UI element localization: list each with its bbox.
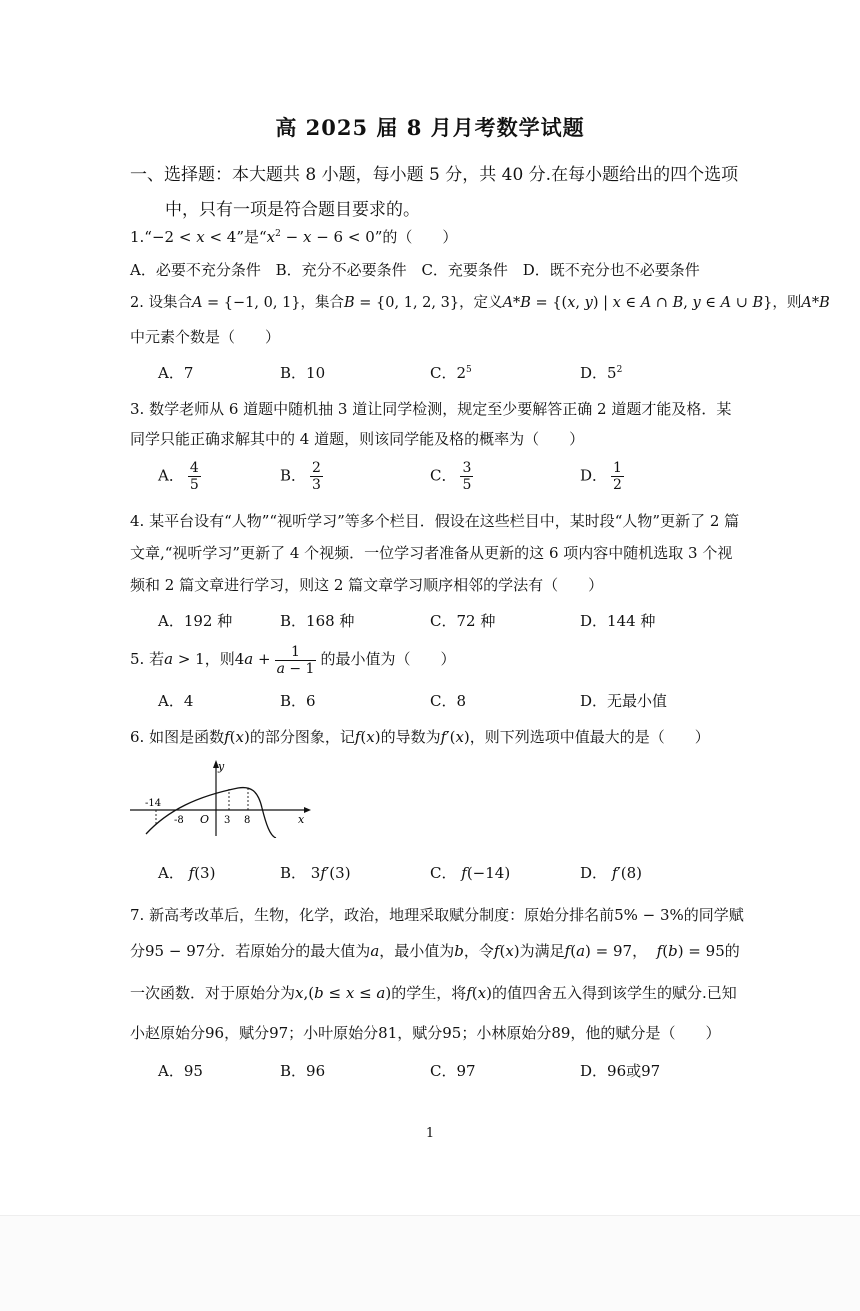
q2-number: 2.: [130, 295, 149, 311]
q3-option-a: A． $\frac{4}{5}$: [158, 460, 199, 493]
q1-option-c: C．充要条件: [421, 261, 508, 279]
tick-8: 8: [244, 815, 251, 826]
y-label: y: [218, 760, 225, 773]
q7-options: [150, 1060, 730, 1090]
q4-options: [150, 610, 730, 640]
question-5: [130, 640, 740, 678]
q4-line-1: 4. 某平台设有“人物”“视听学习”等多个栏目．假设在这些栏目中，某时段“人物”更新了 2 篇: [130, 512, 740, 530]
q3-line-2: 同学只能正确求解其中的 4 道题，则该同学能及格的概率为（ ）: [130, 430, 585, 448]
function-curve: [146, 788, 276, 838]
q7-line-1: 7. 新高考改革后，生物，化学，政治，地理采取赋分制度：原始分排名前5% − 3%的同学赋: [130, 906, 744, 924]
q1-middle: ”是“: [236, 228, 267, 246]
q7-option-b: B．96: [280, 1062, 326, 1080]
q6-option-a: A． f(3): [158, 864, 216, 882]
q5-middle: ，则: [204, 650, 235, 668]
q3-options: [150, 460, 730, 493]
q1-option-b: B．充分不必要条件: [275, 261, 407, 279]
q6-option-d: D． f′(8): [580, 864, 643, 882]
q2-text-2: ，集合: [300, 295, 345, 311]
section-line-2: 中，只有一项是符合题目要求的。: [165, 200, 420, 220]
q2-set-a: A = {−1, 0, 1}: [191, 295, 301, 311]
q2-text-3: ，定义: [459, 295, 503, 311]
function-graph: [128, 756, 318, 838]
tick-minus-14: -14: [145, 798, 162, 809]
q6-middle-2: 的导数为: [380, 728, 441, 746]
q3-option-c: C． $\frac{3}{5}$: [430, 460, 472, 493]
q3-option-d: D． $\frac{1}{2}$: [580, 460, 622, 493]
q1-suffix: ”的（ ）: [374, 228, 458, 246]
q2-text-1: 设集合: [148, 295, 192, 311]
q7-line-3: 一次函数．对于原始分为x,(b ≤ x ≤ a)的学生，将f(x)的值四舍五入得到该学生的赋分.已知: [130, 984, 737, 1002]
q2-expr: A*B: [801, 295, 830, 311]
q5-prefix: 5. 若: [130, 650, 165, 668]
q4-option-d: D．144 种: [580, 612, 656, 630]
q5-option-b: B．6: [280, 692, 316, 710]
q3-option-b: B． $\frac{2}{3}$: [280, 460, 321, 493]
question-6: 6. 如图是函数f(x)的部分图象，记f(x)的导数为f′(x)，则下列选项中值最大的是（ ）: [130, 728, 710, 746]
q1-option-d: D．既不充分也不必要条件: [522, 261, 700, 279]
q5-suffix: 的最小值为（ ）: [320, 650, 456, 668]
q4-option-c: C．72 种: [430, 612, 496, 630]
q6-option-c: C． f(−14): [430, 864, 511, 882]
q2-options: [150, 362, 730, 392]
q6-options: [150, 862, 730, 892]
page-title: 高 2025 届 8 月月考数学试题: [275, 115, 585, 140]
q2-option-d: D．$5^2$: [580, 364, 623, 382]
q1-prefix: 1.“: [130, 228, 152, 246]
q4-line-3: 频和 2 篇文章进行学习，则这 2 篇文章学习顺序相邻的学法有（ ）: [130, 576, 604, 594]
q5-options: [150, 690, 730, 720]
q7-line-4: 小赵原始分96，赋分97；小叶原始分81，赋分95；小林原始分89，他的赋分是（ ）: [130, 1024, 721, 1042]
q6-option-b: B． 3f′(3): [280, 864, 351, 882]
q4-line-2: 文章,“视听学习”更新了 4 个视频．一位学习者准备从更新的这 6 项内容中随机选取 3 个视: [130, 544, 733, 562]
q7-option-d: D．96或97: [580, 1062, 661, 1080]
tick-minus-8: -8: [174, 815, 184, 826]
section-line-1: 一、选择题：本大题共 8 小题，每小题 5 分，共 40 分.在每小题给出的四个选项: [130, 165, 739, 185]
q5-option-c: C．8: [430, 692, 467, 710]
q1-condition-b: $x^2 - x - 6 < 0$: [266, 228, 375, 246]
tick-3: 3: [224, 815, 231, 826]
q5-condition: a > 1: [164, 650, 205, 668]
q5-option-d: D．无最小值: [580, 692, 668, 710]
q5-option-a: A．4: [158, 692, 194, 710]
q7-option-a: A．95: [158, 1062, 203, 1080]
section-heading: [130, 158, 740, 228]
q2-option-b: B．10: [280, 364, 326, 382]
page-number: 1: [425, 1126, 435, 1141]
q3-line-1: 3. 数学老师从 6 道题中随机抽 3 道让同学检测，规定至少要解答正确 2 道题才能及格．某: [130, 400, 732, 418]
q1-options: [130, 259, 740, 281]
q2-option-c: C．$2^5$: [430, 364, 472, 382]
page-gap: [0, 1215, 860, 1311]
q4-option-b: B．168 种: [280, 612, 355, 630]
q2-line-2: 中元素个数是（ ）: [130, 328, 281, 346]
question-2: [130, 292, 830, 314]
q6-prefix: 6. 如图是函数: [130, 728, 225, 746]
x-axis-arrow: [304, 807, 311, 813]
q1-option-a: A．必要不充分条件: [130, 261, 261, 279]
q7-line-2: 分95 − 97分．若原始分的最大值为a，最小值为b，令f(x)为满足f(a) = 97， f(b) = 95的: [130, 942, 740, 960]
q2-text-4: ，则: [772, 295, 802, 311]
q2-definition: A*B = {(x, y) | x ∈ A ∩ B, y ∈ A ∪ B}: [502, 295, 773, 311]
q6-middle: 的部分图象，记: [249, 728, 355, 746]
q5-expression: 4a + $\frac{1}{a - 1}$: [234, 643, 315, 677]
q4-option-a: A．192 种: [158, 612, 233, 630]
question-1: [130, 226, 740, 248]
q7-option-c: C．97: [430, 1062, 476, 1080]
q2-option-a: A．7: [158, 364, 194, 382]
q1-condition-a: −2 < x < 4: [151, 228, 237, 246]
x-label: x: [298, 813, 305, 826]
origin-label: O: [200, 813, 210, 826]
q2-set-b: B = {0, 1, 2, 3}: [344, 295, 460, 311]
q6-suffix: ，则下列选项中值最大的是（ ）: [469, 728, 710, 746]
